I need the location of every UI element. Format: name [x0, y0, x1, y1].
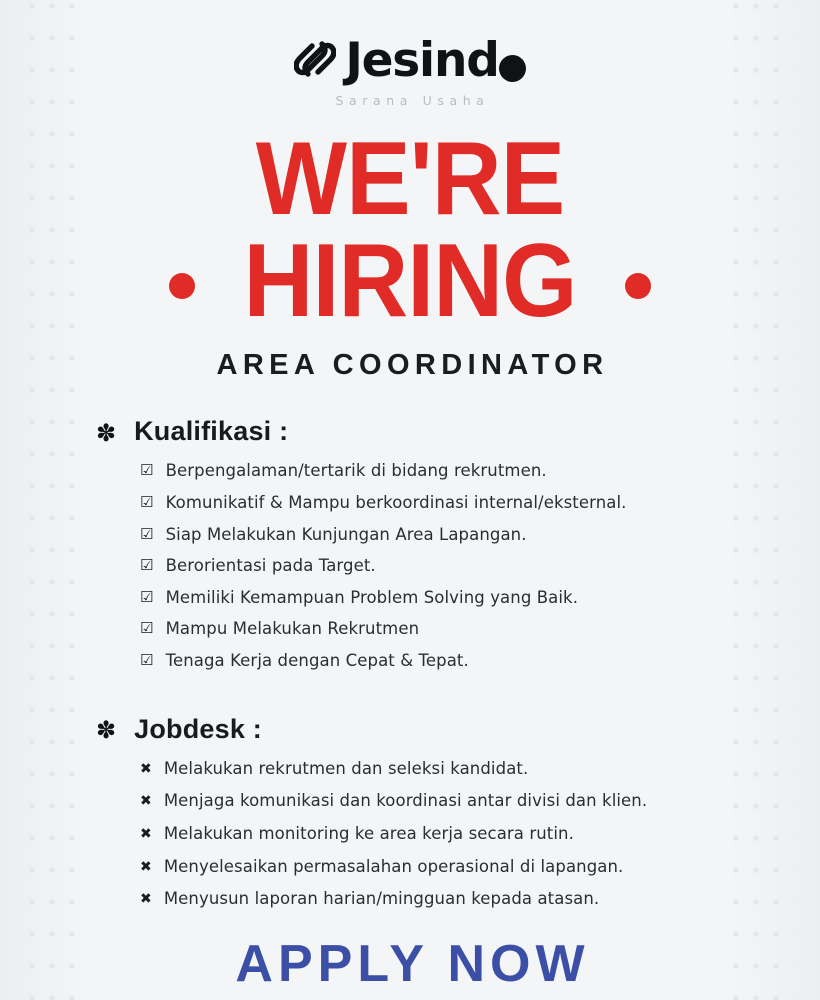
bowtie-bullet-icon: ✖ [140, 858, 152, 875]
brand-tagline: Sarana Usaha [335, 93, 490, 108]
list-item [140, 791, 820, 812]
list-item-label: Tenaga Kerja dengan Cepat & Tepat. [165, 651, 469, 671]
bowtie-bullet-icon: ✖ [140, 793, 152, 810]
sections [0, 416, 820, 910]
list-item [140, 493, 820, 514]
apply-now-cta[interactable]: APPLY NOW [235, 935, 590, 993]
list-item-label: Siap Melakukan Kunjungan Area Lapangan. [165, 524, 527, 544]
list-item [140, 889, 820, 910]
list-item-label: Komunikatif & Mampu berkoordinasi internal/eksternal. [165, 492, 627, 512]
brand-name: Jesind [345, 32, 499, 88]
list-item [140, 824, 820, 845]
asterisk-icon: ✽ [96, 418, 117, 447]
list-item [140, 588, 820, 609]
list-item [140, 759, 820, 780]
bowtie-bullet-icon: ✖ [140, 825, 152, 842]
list-item [140, 651, 820, 672]
circled-check-icon: ☑ [140, 587, 154, 606]
headline-line-2: HIRING [243, 222, 577, 339]
jobdesk-list [96, 759, 820, 910]
logo-dot-icon [499, 55, 526, 82]
section-kualifikasi-header [96, 416, 820, 447]
list-item-label: Berorientasi pada Target. [165, 556, 376, 576]
circled-check-icon: ☑ [140, 651, 154, 670]
list-item [140, 619, 820, 640]
list-item-label: Menyusun laporan harian/mingguan kepada atasan. [163, 889, 600, 909]
list-item [140, 525, 820, 546]
list-item [140, 556, 820, 577]
circled-check-icon: ☑ [140, 524, 154, 543]
asterisk-icon: ✽ [96, 716, 117, 745]
headline-hiring-row [0, 222, 820, 339]
list-item-label: Memiliki Kemampuan Problem Solving yang Baik. [165, 587, 579, 607]
bowtie-bullet-icon: ✖ [140, 760, 152, 777]
list-item-label: Mampu Melakukan Rekrutmen [165, 619, 420, 639]
logo-lockup [0, 32, 820, 88]
list-item-label: Melakukan rekrutmen dan seleksi kandidat. [163, 758, 529, 778]
bowtie-bullet-icon: ✖ [140, 891, 152, 908]
job-position-title: AREA COORDINATOR [216, 349, 609, 382]
circled-check-icon: ☑ [140, 556, 154, 575]
list-item-label: Menjaga komunikasi dan koordinasi antar divisi dan klien. [163, 791, 648, 811]
list-item [140, 461, 820, 482]
red-dot-icon-left [169, 273, 195, 299]
list-item-label: Berpengalaman/tertarik di bidang rekrutmen. [165, 461, 547, 481]
circled-check-icon: ☑ [140, 619, 154, 638]
paperclip-link-icon [294, 37, 336, 81]
circled-check-icon: ☑ [140, 461, 154, 480]
brand-header [0, 0, 820, 108]
list-item-label: Melakukan monitoring ke area kerja secara rutin. [163, 823, 574, 843]
section-kualifikasi-title: Kualifikasi : [134, 416, 289, 447]
section-jobdesk-header [96, 714, 820, 745]
list-item [140, 857, 820, 878]
section-kualifikasi [96, 416, 820, 671]
headline [0, 121, 820, 339]
list-item-label: Menyelesaikan permasalahan operasional di lapangan. [163, 856, 624, 876]
red-dot-icon-right [625, 273, 651, 299]
headline-line-1: WE'RE [255, 121, 565, 237]
section-jobdesk-title: Jobdesk : [134, 713, 262, 744]
kualifikasi-list [96, 461, 820, 671]
section-jobdesk [96, 714, 820, 910]
circled-check-icon: ☑ [140, 492, 154, 511]
